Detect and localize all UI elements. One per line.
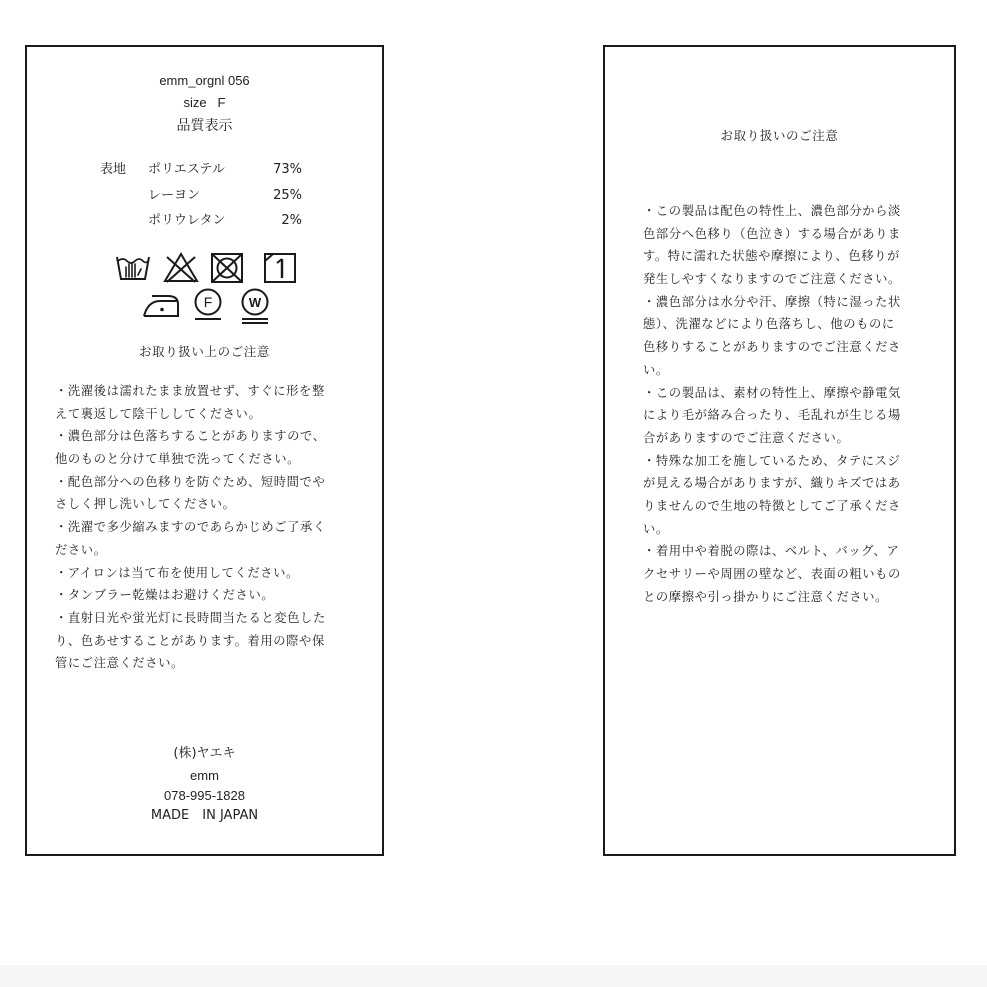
care-line: えて裏返して陰干ししてください。 [55, 406, 262, 421]
dry-clean-letter: F [203, 294, 213, 310]
no-tumble-dry-icon [209, 251, 245, 285]
iron-low-icon [140, 291, 182, 321]
notice-line: い。 [643, 521, 669, 536]
notice-line: 色移りすることがありますのでご注意くださ [643, 340, 901, 355]
care-line: ・アイロンは当て布を使用してください。 [55, 565, 299, 580]
material-name: ポリエステル [148, 162, 225, 177]
notice-line: 色部分へ色移り（色泣き）する場合がありま [643, 226, 901, 241]
notice-line: 合がありますのでご注意ください。 [643, 430, 850, 445]
size-label: size [183, 95, 207, 110]
material-percent: 2% [281, 213, 302, 228]
care-title: お取り扱い上のご注意 [138, 344, 270, 359]
care-line: 管にご注意ください。 [55, 656, 184, 671]
notice-line: 態）、洗濯などにより色落ちし、他のものに [643, 317, 895, 332]
notice-line: 発生しやすくなりますのでご注意ください。 [643, 272, 901, 287]
line-dry-shade-icon [262, 251, 298, 285]
care-label-back [603, 45, 956, 856]
care-notice-title: お取り扱いのご注意 [720, 128, 839, 143]
care-line: ださい。 [55, 542, 107, 557]
care-line: ・タンブラー乾燥はお避けください。 [55, 588, 275, 603]
material-name: レーヨン [148, 188, 201, 203]
phone-number: 078-995-1828 [164, 788, 245, 803]
notice-line: との摩擦や引っ掛かりにご注意ください。 [643, 589, 889, 604]
hand-wash-icon [114, 251, 152, 285]
care-line: り、色あせすることがあります。着用の際や保 [55, 633, 325, 648]
page-bottom-strip [0, 965, 987, 987]
brand-name: emm [190, 768, 219, 783]
care-line: ・配色部分への色移りを防ぐため、短時間でや [55, 474, 326, 489]
care-notice-body [643, 200, 901, 608]
care-line: ・直射日光や蛍光灯に長時間当たると変色した [55, 610, 326, 625]
dry-clean-f-icon [190, 287, 226, 323]
care-line: ・洗濯後は濡れたまま放置せず、すぐに形を整 [55, 384, 325, 398]
care-line: ・洗濯で多少縮みますのであらかじめご了承く [55, 520, 326, 535]
notice-line: ・この製品は配色の特性上、濃色部分から淡 [643, 204, 901, 218]
care-line: ・濃色部分は色落ちすることがありますので、 [55, 429, 326, 444]
notice-line: ・着用中や着脱の際は、ベルト、バッグ、ア [643, 544, 900, 559]
material-name: ポリウレタン [148, 213, 226, 228]
size-line [27, 95, 382, 111]
material-percent: 73% [273, 162, 302, 177]
notice-line: す。特に濡れた状態や摩擦により、色移りが [643, 249, 900, 264]
product-code: emm_orgnl 056 [159, 73, 250, 88]
care-line: 他のものと分けて単独で洗ってください。 [55, 452, 301, 467]
country-of-origin: MADE IN JAPAN [150, 808, 259, 823]
notice-line: りませんので生地の特徴としてご了承くださ [643, 498, 901, 513]
company-name: (株)ヤエキ [173, 746, 236, 761]
care-label-front [25, 45, 384, 856]
no-bleach-icon [162, 251, 200, 285]
notice-line: ・濃色部分は水分や汗、摩擦（特に湿った状 [643, 294, 901, 309]
care-line: さしく押し洗いしてください。 [55, 497, 236, 512]
notice-line: クセサリーや周囲の壁など、表面の粗いもの [643, 567, 901, 581]
material-percent: 25% [273, 188, 302, 203]
notice-line: が見える場合がありますが、織りキズではあ [643, 476, 901, 491]
care-instructions [55, 380, 326, 675]
wet-clean-w-icon [237, 287, 273, 327]
notice-line: い。 [643, 362, 669, 377]
composition-part: 表地 [100, 162, 127, 177]
notice-line: ・特殊な加工を施しているため、タテにスジ [643, 453, 901, 468]
wet-clean-letter: W [248, 295, 262, 310]
size-value: F [217, 95, 226, 110]
notice-line: ・この製品は、素材の特性上、摩擦や静電気 [643, 385, 901, 400]
quality-title: 品質表示 [176, 118, 233, 134]
notice-line: により毛が絡み合ったり、毛乱れが生じる場 [643, 408, 901, 423]
